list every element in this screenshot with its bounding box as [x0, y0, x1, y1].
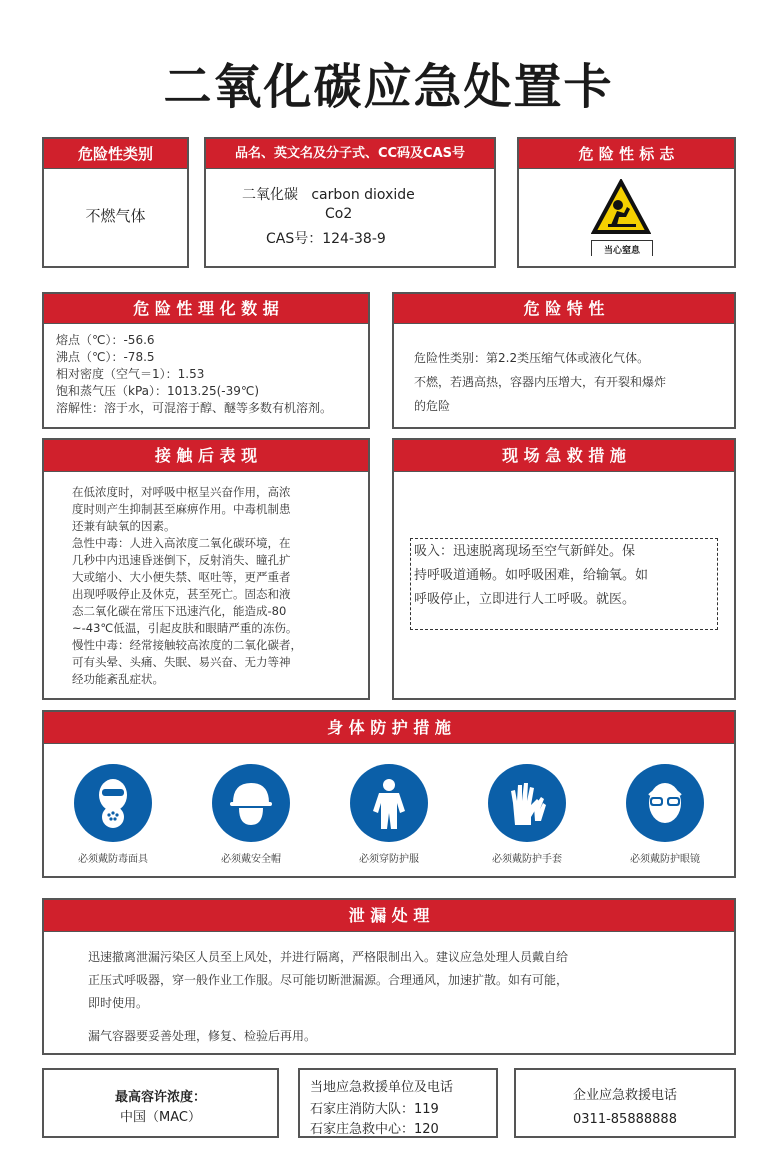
contact-line: 在低浓度时，对呼吸中枢呈兴奋作用，高浓 — [72, 485, 291, 499]
local-rescue-box — [298, 1068, 498, 1138]
hazard-props-line: 危险性类别：第2.2类压缩气体或液化气体。 — [414, 351, 650, 365]
ppe-item — [605, 764, 725, 865]
first-aid-header: 现 场 急 救 措 施 — [394, 440, 734, 472]
phys-chem-box — [42, 292, 370, 429]
ppe-label: 必须戴防毒面具 — [78, 854, 148, 865]
contact-box — [42, 438, 370, 700]
hazard-props-header: 危 险 特 性 — [394, 294, 734, 324]
ppe-item — [191, 764, 311, 865]
first-aid-text — [414, 540, 648, 612]
leak-line: 即时使用。 — [88, 996, 149, 1010]
contact-header: 接 触 后 表 现 — [44, 440, 368, 472]
contact-line: 经功能紊乱症状。 — [72, 672, 164, 686]
hazard-props-line: 不燃，若遇高热，容器内压增大，有开裂和爆炸 — [414, 375, 667, 389]
ppe-item — [329, 764, 449, 865]
mac-value: 中国（MAC） — [120, 1110, 201, 1125]
phys-chem-text — [56, 332, 332, 417]
phys-chem-line: 相对密度（空气＝1）：1.53 — [56, 367, 205, 381]
warning-suffocation-icon — [591, 179, 651, 237]
product-formula-line: Co2 — [325, 206, 353, 222]
page-title: 二氧化碳应急处置卡 — [163, 59, 614, 115]
contact-line: 度时则产生抑制甚至麻痹作用。中毒机制患 — [72, 502, 291, 516]
ppe-label: 必须戴防护眼镜 — [630, 854, 700, 865]
hazard-sign-box — [517, 137, 736, 268]
contact-line: 还兼有缺氧的因素。 — [72, 519, 176, 533]
hazard-sign-header: 危 险 性 标 志 — [519, 139, 734, 169]
contact-line: 可有头晕、头痛、失眠、易兴奋、无力等神 — [72, 655, 291, 669]
product-cas-line: CAS号：124-38-9 — [266, 231, 386, 247]
contact-line: 几秒中内迅速昏迷倒下，反射消失、瞳孔扩 — [72, 553, 291, 567]
company-rescue-box — [514, 1068, 736, 1138]
safety-goggles-icon — [626, 764, 704, 842]
hazard-props-text — [414, 346, 666, 418]
contact-text — [72, 484, 302, 688]
product-info-box — [204, 137, 496, 268]
hazard-category-header: 危险性类别 — [44, 139, 187, 169]
ppe-label: 必须戴安全帽 — [221, 854, 281, 865]
protective-suit-icon — [350, 764, 428, 842]
ppe-box — [42, 710, 736, 878]
ppe-header: 身 体 防 护 措 施 — [44, 712, 734, 744]
ppe-item — [53, 764, 173, 865]
leak-box — [42, 898, 736, 1055]
contact-line: 态二氧化碳在常压下迅速汽化，能造成-80 — [72, 604, 287, 618]
hazard-sign-caption: 当心窒息 — [591, 240, 653, 256]
phys-chem-line: 溶解性：溶于水，可混溶于醇、醚等多数有机溶剂。 — [56, 401, 333, 415]
company-rescue-title: 企业应急救援电话 — [572, 1088, 677, 1103]
phys-chem-header: 危 险 性 理 化 数 据 — [44, 294, 368, 324]
leak-line — [88, 1015, 568, 1025]
phys-chem-line: 沸点（℃）：-78.5 — [56, 350, 155, 364]
leak-line: 迅速撤离泄漏污染区人员至上风处，并进行隔离，严格限制出入。建议应急处理人员戴自给 — [88, 950, 569, 964]
product-name-line: 二氧化碳 carbon dioxide — [242, 187, 415, 203]
safety-helmet-icon — [212, 764, 290, 842]
company-rescue-phone: 0311-85888888 — [573, 1112, 677, 1127]
leak-header: 泄 漏 处 理 — [44, 900, 734, 932]
first-aid-line: 吸入：迅速脱离现场至空气新鲜处。保 — [414, 544, 636, 559]
contact-line: 急性中毒：人进入高浓度二氧化碳环境，在 — [72, 536, 291, 550]
hazard-category-box — [42, 137, 189, 268]
phys-chem-line: 饱和蒸气压（kPa）：1013.25(-39℃) — [56, 384, 260, 398]
hazard-category-value: 不燃气体 — [85, 207, 146, 225]
first-aid-line: 持呼吸道通畅。如呼吸困难，给输氧。如 — [414, 568, 649, 583]
ppe-item — [467, 764, 587, 865]
phys-chem-line: 熔点（℃）：-56.6 — [56, 333, 155, 347]
contact-line: 大或缩小、大小便失禁、呕吐等，更严重者 — [72, 570, 291, 584]
ppe-label: 必须戴防护手套 — [492, 854, 562, 865]
contact-line: 慢性中毒：经常接触较高浓度的二氧化碳者， — [72, 638, 302, 652]
ppe-icons-row — [44, 764, 734, 865]
contact-line: ~-43℃低温，引起皮肤和眼睛严重的冻伤。 — [72, 621, 298, 635]
hazard-props-line: 的危险 — [414, 399, 451, 413]
hazard-props-box — [392, 292, 736, 429]
leak-text — [88, 946, 568, 1048]
local-rescue-title: 当地应急救援单位及电话 — [310, 1080, 454, 1095]
local-rescue-line: 石家庄急救中心：120 — [310, 1122, 439, 1137]
local-rescue-line: 石家庄消防大队：119 — [310, 1102, 439, 1117]
mac-label: 最高容许浓度： — [114, 1090, 206, 1105]
first-aid-box — [392, 438, 736, 700]
contact-line: 出现呼吸停止及休克，甚至死亡。固态和液 — [72, 587, 291, 601]
first-aid-line: 呼吸停止，立即进行人工呼吸。就医。 — [414, 592, 636, 607]
ppe-label: 必须穿防护服 — [359, 854, 419, 865]
leak-line: 正压式呼吸器，穿一般作业工作服。尽可能切断泄漏源。合理通风，加速扩散。如有可能， — [88, 973, 569, 987]
mac-box — [42, 1068, 279, 1138]
product-info-header: 品名、英文名及分子式、CC码及CAS号 — [206, 139, 494, 169]
protective-gloves-icon — [488, 764, 566, 842]
leak-line: 漏气容器要妥善处理，修复、检验后再用。 — [88, 1029, 317, 1043]
gas-mask-icon — [74, 764, 152, 842]
